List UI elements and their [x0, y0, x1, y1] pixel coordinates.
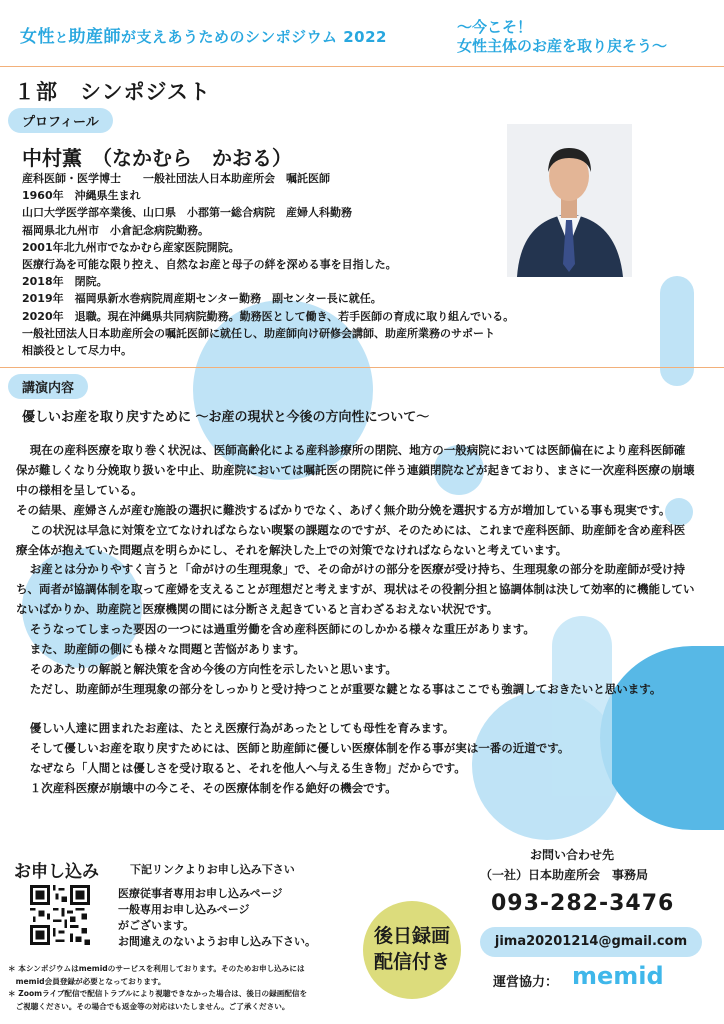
lecture-paragraph: そうなってしまった要因の一つには過重労働を含め産科医師にのしかかる様々な重圧があります。: [29, 622, 535, 637]
lecture-paragraph: お産とは分かりやすく言うと「命がけの生理現象」で、その命がけの部分を医療が受け持ち、生理現象の部分を助産師が受け持ち、両者が協調体制を取って産婦を支えることが理想だと考えますが、現状はその役割分担と協調体制は決して効率的に機能していないばかりか、助産院と医療機関の間には分断さえ起きていると言わざるおえない状況です。: [16, 562, 695, 617]
lecture-paragraph: 現在の産科医療を取り巻く状況は、医師高齢化による産科診療所の閉院、地方の一般病院においては医師偏在により産科医師確保が難しくなり分娩取り扱いを中止、助産院においては嘱託医の閉院に伴う連鎖閉院などが起きており、まさに一次産科医療の崩壊中の様相を呈している。: [16, 443, 695, 497]
title-part-4: が支えあうためのシンポジウム 2022: [121, 28, 387, 46]
badge-line-2: 配信付き: [373, 951, 450, 973]
profile-line: 産科医師・医学博士 一般社団法人日本助産所会 嘱託医師: [22, 172, 330, 185]
profile-line: 医療行為を可能な限り控え、自然なお産と母子の絆を深める事を目指した。: [22, 258, 397, 272]
divider-mid: [0, 367, 724, 368]
lecture-body: [16, 441, 696, 798]
speaker-name: 中村薫 （なかむら かおる）: [22, 146, 292, 170]
lecture-paragraph: 優しい人達に囲まれたお産は、たとえ医療行為があったとしても母性を育みます。: [29, 720, 455, 735]
contact-label: お問い合わせ先: [530, 848, 615, 862]
subtitle-line-2: 女性主体のお産を取り戻そう～: [457, 37, 668, 55]
lecture-title: 優しいお産を取り戻すために ～お産の現状と今後の方向性について～: [22, 410, 430, 425]
divider-top: [0, 66, 724, 67]
memid-logo: memid: [572, 962, 664, 990]
paragraph-spacer: [16, 700, 696, 719]
apply-link-general[interactable]: 一般専用お申し込みページ: [118, 903, 250, 916]
lecture-paragraph: この状況は早急に対策を立てなければならない喫緊の課題なのですが、そのためには、これまで産科医師、助産師を含め産科医療全体が抱えていた問題点を明らかにし、それを解決した上での対策でなければならないと考えています。: [16, 522, 686, 557]
lecture-paragraph: また、助産師の側にも様々な問題と苦悩があります。: [29, 642, 305, 657]
speaker-photo: [507, 124, 632, 277]
lecture-paragraph: その結果、産婦さんが産む施設の選択に難渋するばかりでなく、あげく無介助分娩を選択する方が増加している事も現実です。: [16, 502, 671, 517]
contact-org: （一社）日本助産所会 事務局: [480, 868, 649, 882]
lecture-paragraph: そのあたりの解説と解決策を含め今後の方向性を示したいと思います。: [29, 661, 397, 676]
profile-line: 2019年 福岡県新水巻病院周産期センター勤務 副センター長に就任。: [22, 292, 382, 306]
title-part-3: 助産師: [68, 27, 122, 47]
lecture-paragraph: ただし、助産師が生理現象の部分をしっかりと受け持つことが重要な鍵となる事はここでも強調しておきたいと思います。: [29, 681, 662, 696]
part-title: １部 シンポジスト: [14, 80, 211, 104]
apply-info: [118, 886, 316, 950]
apply-line: がございます。: [118, 919, 195, 932]
lecture-label: 講演内容: [8, 374, 88, 399]
footnote-line: memid会員登録が必要となっております。: [8, 976, 166, 986]
contact-phone[interactable]: 093-282-3476: [491, 891, 675, 916]
footnotes: [8, 963, 362, 1013]
event-title: [20, 22, 387, 47]
lecture-paragraph: １次産科医療が崩壊中の今こそ、その医療体制を作る絶好の機会です。: [29, 780, 397, 795]
decor-pill-right: [660, 276, 694, 386]
footnote-line: ＊ Zoomライブ配信で配信トラブルにより視聴できなかった場合は、後日の録画配信を: [8, 989, 308, 999]
apply-line: お間違えのないようお申し込み下さい。: [118, 935, 316, 948]
profile-line: 相談役として尽力中。: [22, 344, 132, 358]
subtitle-line-1: ～今こそ！: [457, 18, 533, 36]
profile-line: 2001年北九州市でなかむら産家医院開院。: [22, 240, 240, 254]
portrait-illustration: [507, 124, 632, 277]
profile-line: 2018年 閉院。: [22, 275, 108, 289]
apply-link-medical[interactable]: 医療従事者専用お申し込みページ: [118, 887, 283, 900]
footnote-line: ＊ 本シンポジウムはmemidのサービスを利用しております。そのためお申し込みには: [8, 964, 305, 973]
event-subtitle: [457, 18, 667, 56]
profile-line: 1960年 沖縄県生まれ: [22, 189, 141, 203]
badge-line-1: 後日録画: [373, 925, 450, 947]
qr-code-graphic: [30, 885, 90, 945]
title-part-1: 女性: [20, 27, 55, 47]
profile-label: プロフィール: [8, 108, 113, 133]
cooperation-label: 運営協力：: [493, 975, 559, 990]
apply-subheading: 下記リンクよりお申し込み下さい: [130, 863, 295, 876]
contact-email[interactable]: jima20201214@gmail.com: [480, 927, 702, 957]
profile-line: 一般社団法人日本助産所会の嘱託医師に就任し、助産師向け研修会講師、助産所業務のサポート: [22, 326, 495, 340]
profile-line: 福岡県北九州市 小倉記念病院勤務。: [22, 223, 209, 237]
footnote-line: ご視聴ください。その場合でも返金等の対応はいたしません。ご了承ください。: [8, 1001, 290, 1011]
profile-line: 2020年 退職。現在沖縄県共同病院勤務。勤務医として働き、若手医師の育成に取り組んでいる。: [22, 309, 515, 323]
lecture-paragraph: そして優しいお産を取り戻すためには、医師と助産師に優しい医療体制を作る事が実は一番の近道です。: [29, 740, 570, 755]
apply-heading: お申し込み: [14, 862, 99, 882]
qr-code[interactable]: [30, 885, 90, 945]
replay-badge: [363, 901, 461, 999]
title-part-2: と: [55, 31, 69, 46]
profile-line: 山口大学医学部卒業後、山口県 小郡第一総合病院 産婦人科勤務: [22, 206, 352, 220]
lecture-paragraph: なぜなら「人間とは優しさを受け取ると、それを他人へ与える生き物」だからです。: [29, 760, 466, 775]
